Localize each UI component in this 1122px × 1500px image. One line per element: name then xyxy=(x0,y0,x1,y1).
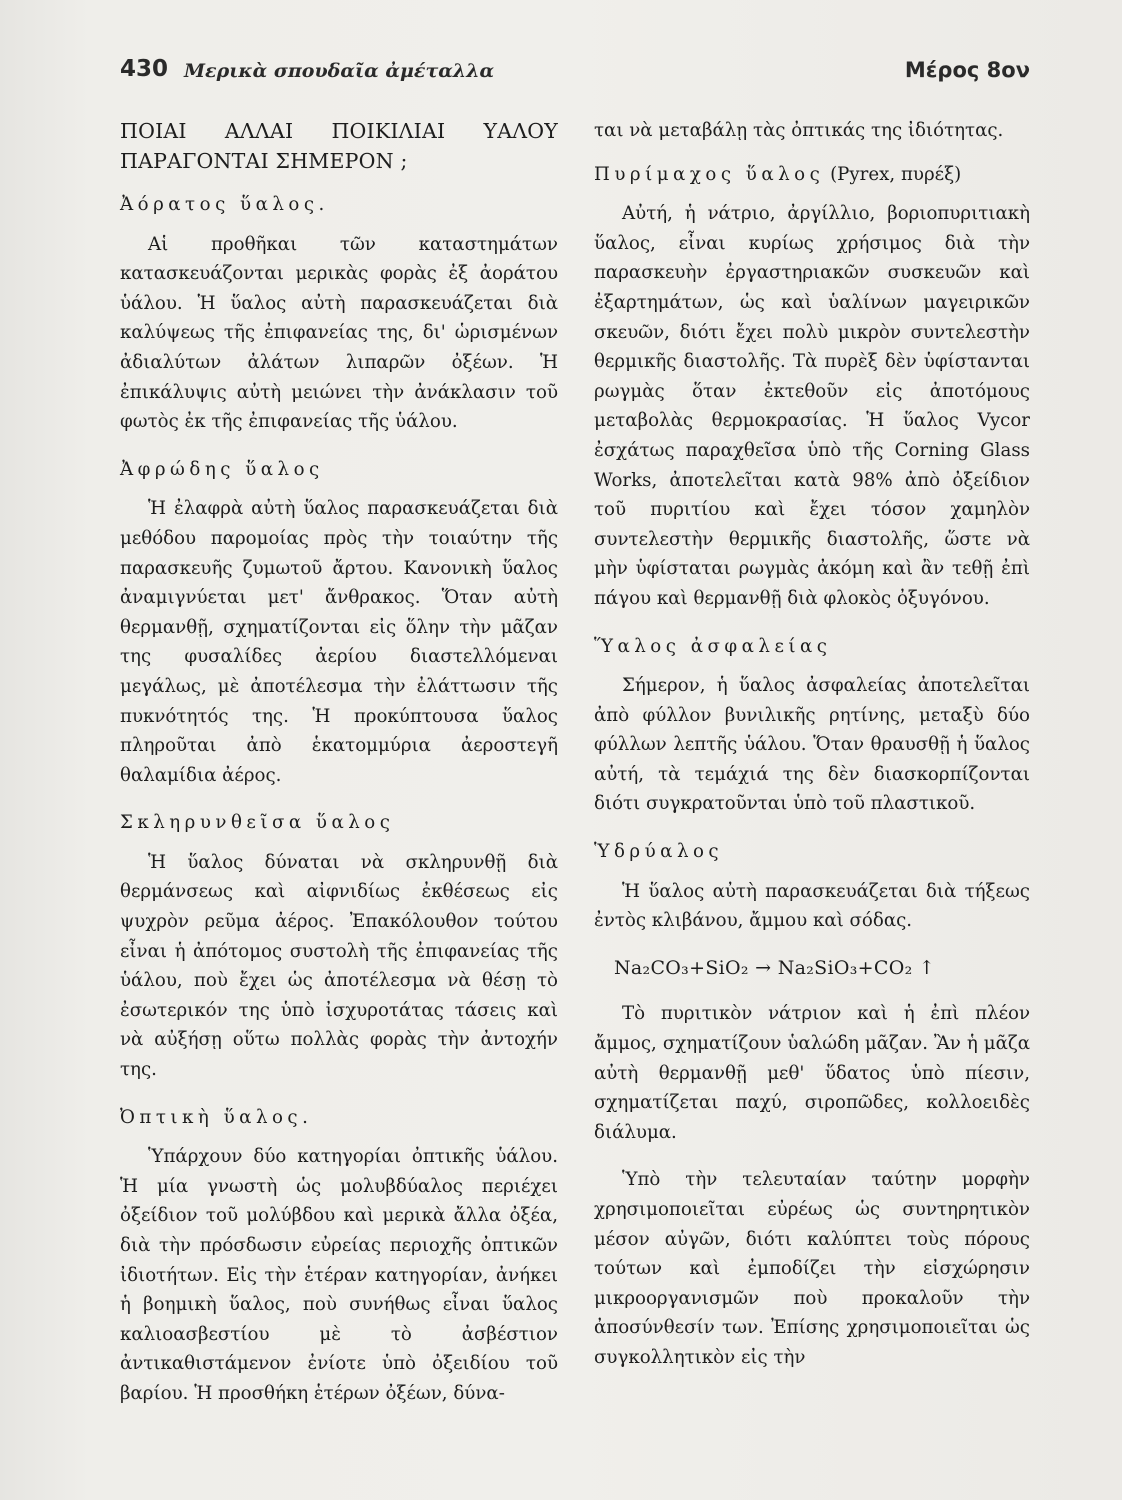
pyrex-heading-text: Πυρίμαχος ὕαλος xyxy=(594,163,825,185)
running-header xyxy=(120,56,1030,96)
section-body-invisible-glass: Αἱ προθῆκαι τῶν καταστημάτων κατασκευάζονται μερικὰς φορὰς ἐξ ἀοράτου ὑάλου. Ἡ ὕαλος αὐτὴ παρασκευάζεται διὰ καλύψεως τῆς ἐπιφανείας της, δι' ὡρισμένων ἀδιαλύτων ἀλάτων λιπαρῶν ὀξέων. Ἡ ἐπικάλυψις αὐτὴ μειώνει τὴν ἀνάκλασιν τοῦ φωτὸς ἐκ τῆς ἐπιφανείας τῆς ὑάλου. xyxy=(120,233,558,433)
section-body-foam-glass: Ἡ ἐλαφρὰ αὐτὴ ὕαλος παρασκευάζεται διὰ μεθόδου παρομοίας πρὸς τὴν τοιαύτην τῆς παρασκευῆς ζυμωτοῦ ἄρτου. Κανονικὴ ὕαλος ἀναμιγνύεται μετ' ἄνθρακος. Ὅταν αὐτὴ θερμανθῇ, σχηματίζονται εἰς ὅλην τὴν μᾶζαν της φυσαλίδες ἀερίου διαστελλόμεναι μεγάλως, μὲ ἀποτέλεσμα τὴν ἐλάττωσιν τῆς πυκνότητός της. Ἡ προκύπτουσα ὕαλος πληροῦται ἀπὸ ἑκατομμύρια ἀεροστεγῆ θαλαμίδια ἀέρος. xyxy=(120,498,558,786)
running-part: Μέρος 8ον xyxy=(904,58,1030,82)
paragraph-uses: Ὑπὸ τὴν τελευταίαν ταύτην μορφὴν χρησιμοποιεῖται εὐρέως ὡς συντηρητικὸν μέσον αὐγῶν, διότι καλύπτει τοὺς πόρους τούτων καὶ ἐμποδίζει τὴν εἰσχώρησιν μικροοργανισμῶν ποὺ προκαλοῦν τὴν ἀποσύνθεσίν των. Ἐπίσης χρησιμοποιεῖται ὡς συγκολλητικὸν εἰς τὴν xyxy=(594,1169,1030,1368)
section-body-pyrex: Αὐτή, ἡ νάτριο, ἀργίλλιο, βοριοπυριτιακὴ ὕαλος, εἶναι κυρίως χρήσιμος διὰ τὴν παρασκευὴν ἐργαστηριακῶν συσκευῶν καὶ ἐξαρτημάτων, ὡς καὶ ὑαλίνων μαγειρικῶν σκευῶν, διότι ἔχει πολὺ μικρὸν συντελεστὴν θερμικῆς διαστολῆς. Τὰ πυρὲξ δὲν ὑφίστανται ρωγμὰς ὅταν ἐκτεθοῦν εἰς ἀποτόμους μεταβολὰς θερμοκρασίας. Ἡ ὕαλος Vycor ἐσχάτως παραχθεῖσα ὑπὸ τῆς Corning Glass Works, ἀποτελεῖται κατὰ 98% ἀπὸ ὀξείδιον τοῦ πυριτίου καὶ ἔχει τόσον χαμηλὸν συντελεστὴν θερμικῆς διαστολῆς, ὥστε νὰ μὴν ὑφίσταται ρωγμὰς ἀκόμη καὶ ἂν τεθῇ ἐπὶ πάγου καὶ θερμανθῇ διὰ φλοκὸς ὀξυγόνου. xyxy=(594,203,1030,609)
section-heading-foam-glass: Ἀφρώδης ὕαλος xyxy=(120,458,324,480)
section-body-optical-glass: Ὑπάρχουν δύο κατηγορίαι ὀπτικῆς ὑάλου. Ἡ μία γνωστὴ ὡς μολυβδύαλος περιέχει ὀξείδιον τοῦ μολύβδου καὶ μερικὰ ἄλλα ὀξέα, διὰ τὴν πρόσδωσιν εὐρείας περιοχῆς ὀπτικῶν ἰδιοτήτων. Εἰς τὴν ἑτέραν κατηγορίαν, ἀνήκει ἡ βοημικὴ ὕαλος, ποὺ συνήθως εἶναι ὕαλος καλιοασβεστίου μὲ τὸ ἀσβέστιον ἀντικαθιστάμενον ἐνίοτε ὑπὸ ὀξειδίου τοῦ βαρίου. Ἡ προσθήκη ἑτέρων ὀξέων, δύνα- xyxy=(120,1146,558,1404)
pyrex-heading-suffix: (Pyrex, πυρέξ) xyxy=(824,163,962,185)
right-column xyxy=(594,116,1030,1391)
section-body-tempered-glass: Ἡ ὕαλος δύναται νὰ σκληρυνθῇ διὰ θερμάνσεως καὶ αἰφνιδίως ἐκθέσεως εἰς ψυχρὸν ρεῦμα ἀέρος. Ἐπακόλουθον τούτου εἶναι ἡ ἀπότομος συστολὴ τῆς ἐπιφανείας τῆς ὑάλου, ποὺ ἔχει ὡς ἀποτέλεσμα νὰ θέσῃ τὸ ἐσωτερικόν της ὑπὸ ἰσχυροτάτας τάσεις καὶ νὰ αὐξήσῃ οὕτω πολλὰς φορὰς τὴν ἀντοχήν της. xyxy=(120,851,558,1081)
section-heading-pyrex xyxy=(594,160,1030,190)
running-title: Μερικὰ σπουδαῖα ἀμέταλλα xyxy=(184,60,495,82)
continued-paragraph: ται νὰ μεταβάλῃ τὰς ὀπτικάς της ἰδιότητας. xyxy=(594,120,1004,141)
section-heading-water-glass: Ὑδρύαλος xyxy=(594,841,724,863)
section-heading-optical-glass: Ὀπτικὴ ὕαλος. xyxy=(120,1106,313,1128)
paragraph-sodium-silicate: Τὸ πυριτικὸν νάτριον καὶ ἡ ἐπὶ πλέον ἄμμος, σχηματίζουν ὑαλώδη μᾶζαν. Ἂν ἡ μᾶζα αὐτὴ θερμανθῇ μεθ' ὕδατος ὑπὸ πίεσιν, σχηματίζεται παχύ, σιροπῶδες, κολλοειδὲς διάλυμα. xyxy=(594,1003,1030,1143)
chapter-question-title: ΠΟΙΑΙ ΑΛΛΑΙ ΠΟΙΚΙΛΙΑΙ ΥΑΛΟΥ ΠΑΡΑΓΟΝΤΑΙ ΣΗΜΕΡΟΝ ; xyxy=(120,119,558,173)
section-heading-safety-glass: Ὕαλος ἀσφαλείας xyxy=(594,635,832,657)
section-body-safety-glass: Σήμερον, ἡ ὕαλος ἀσφαλείας ἀποτελεῖται ἀπὸ φύλλον βυνιλικῆς ρητίνης, μεταξὺ δύο φύλλων λεπτῆς ὑάλου. Ὅταν θραυσθῇ ἡ ὕαλος αὐτή, τὰ τεμάχιά της δὲν διασκορπίζονται διότι συγκρατοῦνται ὑπὸ τοῦ πλαστικοῦ. xyxy=(594,675,1030,815)
page-number: 430 xyxy=(120,56,169,82)
section-heading-tempered-glass: Σκληρυνθεῖσα ὕαλος xyxy=(120,812,395,834)
section-body-water-glass: Ἡ ὕαλος αὐτὴ παρασκευάζεται διὰ τήξεως ἐντὸς κλιβάνου, ἄμμου καὶ σόδας. xyxy=(594,880,1030,932)
chemical-equation: Na₂CO₃+SiO₂ → Na₂SiO₃+CO₂ ↑ xyxy=(614,956,936,979)
section-heading-invisible-glass: Ἀόρατος ὕαλος. xyxy=(120,194,329,215)
left-column xyxy=(120,116,558,1427)
